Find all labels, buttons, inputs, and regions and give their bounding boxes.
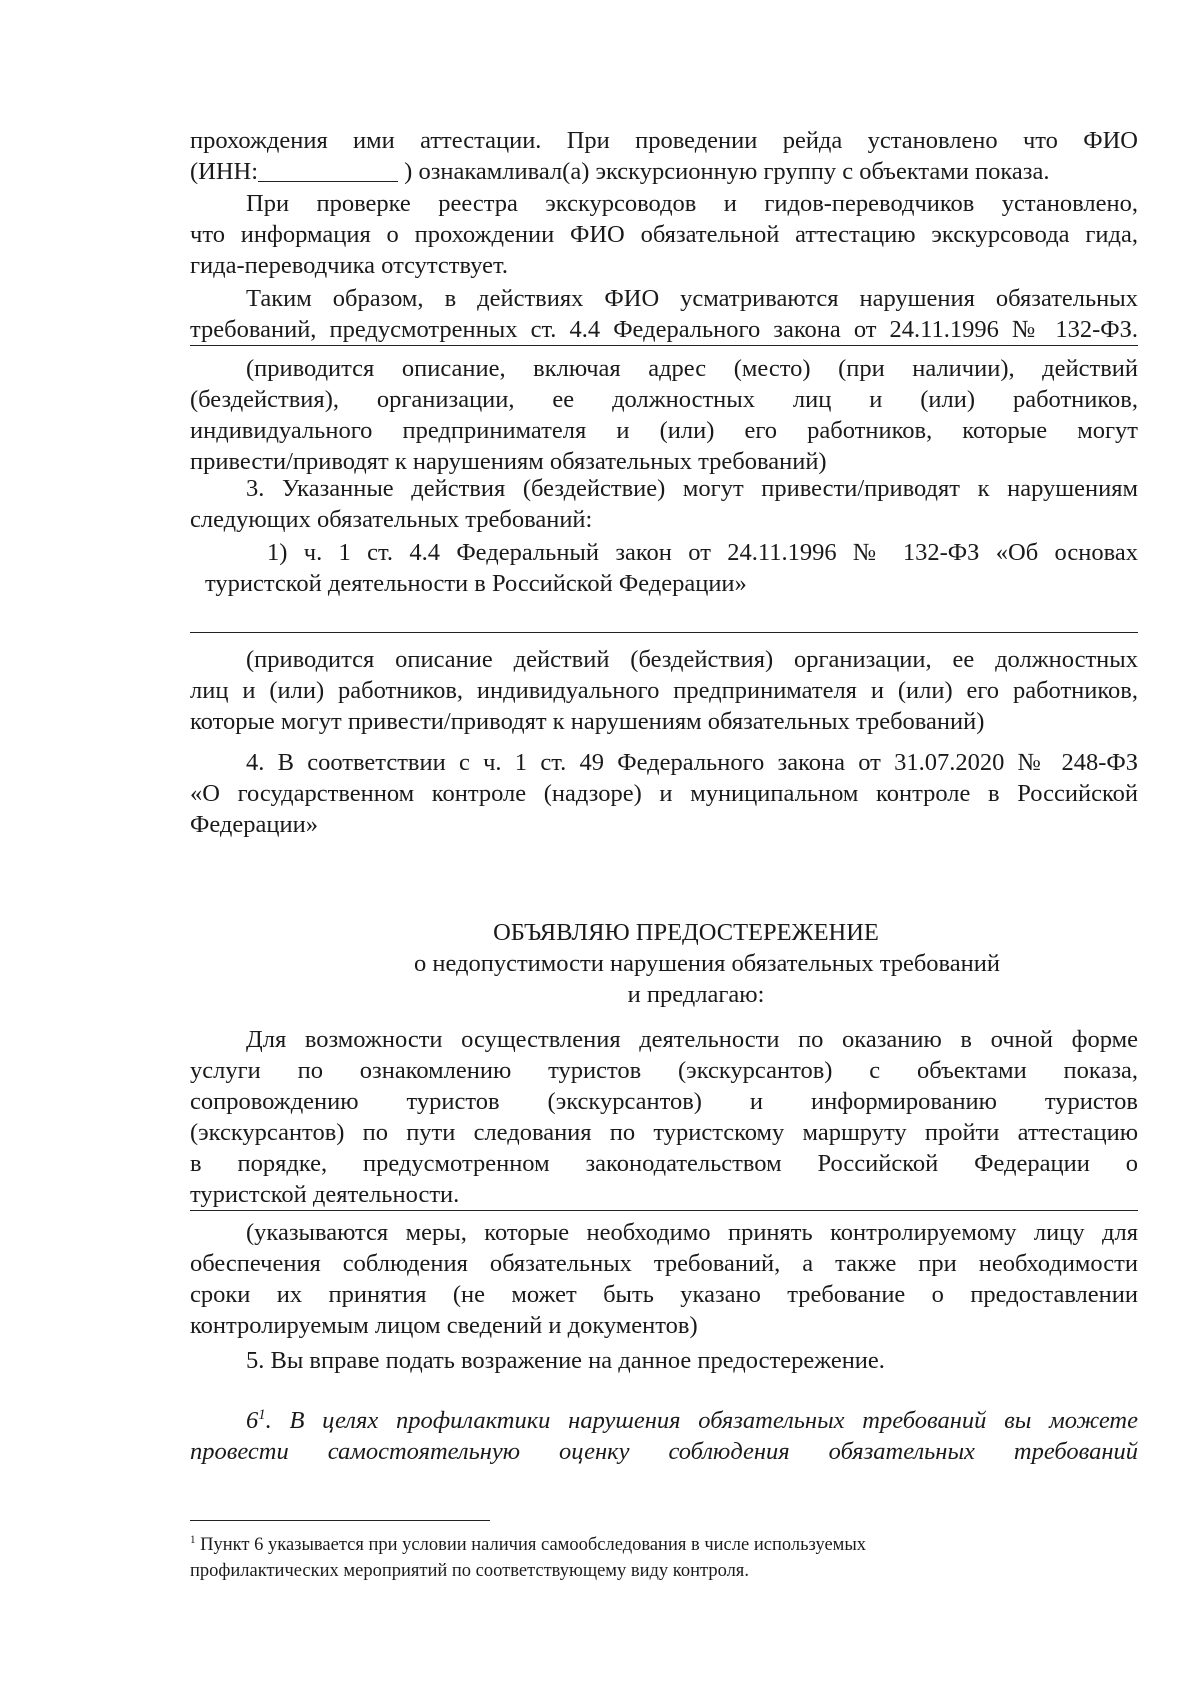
text-line: лиц и (или) работников, индивидуального предпринимателя и (или) его работников, xyxy=(190,677,1138,704)
text-line: Для возможности осуществления деятельности по оказанию в очной форме xyxy=(246,1026,1138,1053)
footnote-line xyxy=(190,1532,1090,1558)
text-line: туристской деятельности в Российской Федерации» xyxy=(205,570,747,597)
text-line: 3. Указанные действия (бездействие) могут привести/приводят к нарушениям xyxy=(246,475,1138,502)
footnote-marker: 1 xyxy=(190,1533,196,1546)
fill-in-line xyxy=(190,632,1138,633)
description-note-2 xyxy=(190,644,1138,737)
declaration-subtitle-2: и предлагаю: xyxy=(627,981,765,1008)
description-note-1 xyxy=(190,353,1138,477)
intro-paragraph xyxy=(190,125,1138,187)
footnote-ref[interactable]: 1 xyxy=(258,1406,266,1423)
text-line: провести самостоятельную оценку соблюдения обязательных требований xyxy=(190,1438,1138,1465)
text-line: 1) ч. 1 ст. 4.4 Федеральный закон от 24.11.1996 № 132-ФЗ «Об основах xyxy=(267,539,1138,566)
text-line: которые могут привести/приводят к нарушениям обязательных требований) xyxy=(190,708,985,735)
text-line: прохождения ими аттестации. При проведении рейда установлено что ФИО xyxy=(190,127,1138,154)
text-line: гида-переводчика отсутствует. xyxy=(190,252,508,279)
text-line: 4. В соответствии с ч. 1 ст. 49 Федерального закона от 31.07.2020 № 248-ФЗ xyxy=(246,749,1138,776)
text-line: 5. Вы вправе подать возражение на данное предостережение. xyxy=(246,1347,885,1374)
violation-paragraph xyxy=(190,283,1138,346)
text-line: (экскурсантов) по пути следования по туристскому маршруту пройти аттестацию xyxy=(190,1119,1138,1146)
proposal-paragraph xyxy=(190,1024,1138,1211)
text-line: «О государственном контроле (надзоре) и муниципальном контроле в Российской xyxy=(190,780,1138,807)
text-line xyxy=(190,156,1138,187)
item-6-number: 6 xyxy=(246,1407,259,1434)
text-line: требований, предусмотренных ст. 4.4 Федерального закона от 24.11.1996 № 132-ФЗ. xyxy=(190,314,1138,346)
text-line: (указываются меры, которые необходимо принять контролируемому лицу для xyxy=(246,1219,1138,1246)
text-line: (приводится описание действий (бездействия) организации, ее должностных xyxy=(246,646,1138,673)
text-line: что информация о прохождении ФИО обязательной аттестацию экскурсовода гида, xyxy=(190,221,1138,248)
text-line: следующих обязательных требований: xyxy=(190,506,593,533)
footnote-line: профилактических мероприятий по соответствующему виду контроля. xyxy=(190,1561,749,1581)
registry-paragraph xyxy=(190,188,1138,281)
footnote-text: Пункт 6 указывается при условии наличия самообследования в числе используемых xyxy=(195,1535,867,1555)
text-line: привести/приводят к нарушениям обязательных требований) xyxy=(190,448,827,475)
footnote xyxy=(190,1532,1090,1584)
item-3-1 xyxy=(205,537,1138,599)
inn-blank xyxy=(258,159,398,182)
description-note-3 xyxy=(190,1217,1138,1341)
inn-label: (ИНН: xyxy=(190,158,259,185)
text-line: обеспечения соблюдения обязательных требований, а также при необходимости xyxy=(190,1250,1138,1277)
declaration-title: ОБЪЯВЛЯЮ ПРЕДОСТЕРЕЖЕНИЕ xyxy=(493,919,879,946)
text-line: Таким образом, в действиях ФИО усматриваются нарушения обязательных xyxy=(246,285,1138,312)
item-4 xyxy=(190,747,1138,840)
text-line: индивидуального предпринимателя и (или) его работников, которые могут xyxy=(190,417,1138,444)
text-line: контролируемым лицом сведений и документов) xyxy=(190,1312,698,1339)
footnote-separator xyxy=(190,1520,490,1521)
text-line: (бездействия), организации, ее должностных лиц и (или) работников, xyxy=(190,386,1138,413)
text-line: Федерации» xyxy=(190,811,318,838)
text-line: сроки их принятия (не может быть указано требование о предоставлении xyxy=(190,1281,1138,1308)
text-line: в порядке, предусмотренном законодательством Российской Федерации о xyxy=(190,1150,1138,1177)
text-line: При проверке реестра экскурсоводов и гидов-переводчиков установлено, xyxy=(246,190,1138,217)
item-3 xyxy=(190,473,1138,535)
text-line: сопровождению туристов (экскурсантов) и информированию туристов xyxy=(190,1088,1138,1115)
declaration-heading xyxy=(190,917,1138,1010)
item-6-text: . В целях профилактики нарушения обязательных требований вы можете xyxy=(265,1407,1138,1434)
text-line xyxy=(190,1405,1138,1436)
item-6 xyxy=(190,1405,1138,1467)
declaration-subtitle: о недопустимости нарушения обязательных требований xyxy=(413,950,1001,977)
text-line: услуги по ознакомлению туристов (экскурсантов) с объектами показа, xyxy=(190,1057,1138,1084)
inn-suffix: ) ознакамливал(а) экскурсионную группу с объектами показа. xyxy=(404,158,1050,185)
item-5 xyxy=(190,1345,1138,1376)
text-line: туристской деятельности. xyxy=(190,1179,1138,1211)
text-line: (приводится описание, включая адрес (место) (при наличии), действий xyxy=(246,355,1138,382)
